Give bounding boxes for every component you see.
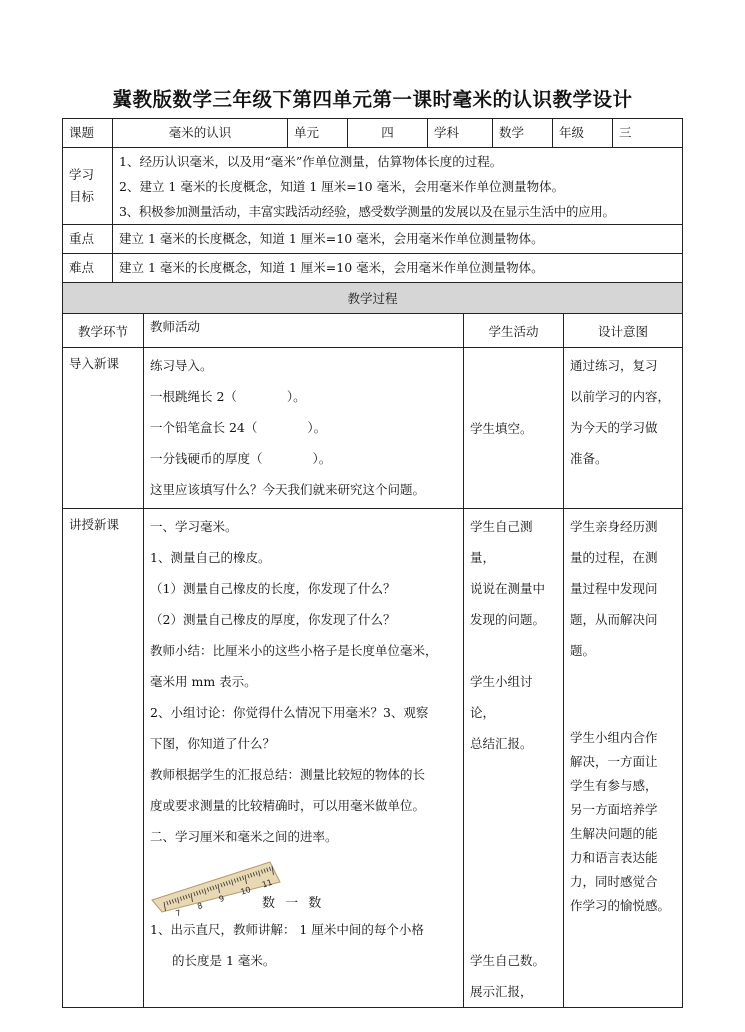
difficulty-content: 建立 1 毫米的长度概念，知道 1 厘米=10 毫米，会用毫米作单位测量物体。 [113,254,683,283]
intro-teacher-line: 练习导入。 [150,358,213,373]
grade-label: 年级 [553,119,613,148]
col-intent-header: 设计意图 [564,314,683,348]
intent-line: 作学习的愉悦感。 [570,898,671,913]
intro-teacher-line: 一根跳绳长 2（ ）。 [150,389,306,404]
info-table [62,118,683,283]
subject-value: 数学 [493,119,553,148]
intent-line: 量过程中发现问 [570,581,658,596]
topic-value: 毫米的认识 [113,119,288,148]
intro-intent-line: 通过练习，复习 [570,358,658,373]
ruler-number: 10 [239,884,252,897]
new-teacher-line: 二、学习厘米和毫米之间的进率。 [150,829,338,844]
new-teacher-line: 1、出示直尺，教师讲解： 1 厘米中间的每个小格 [150,922,424,937]
new-stage: 讲授新课 [63,509,144,1008]
new-teacher-line: 教师根据学生的汇报总结：测量比较短的物体的长 [150,767,426,782]
key-label: 重点 [63,225,113,254]
new-teacher-line: （1）测量自己橡皮的长度，你发现了什么？ [150,581,396,596]
ruler-figure [150,852,457,919]
new-teacher [144,509,464,1008]
process-table [62,282,683,1008]
student-line: 发现的问题。 [470,612,546,627]
col-student-header: 学生活动 [464,314,564,348]
student-line: 展示汇报， [470,984,533,999]
col-stage-header: 教学环节 [63,314,144,348]
student-line: 学生自己测量， [470,519,533,565]
new-teacher-line: 2、小组讨论：你觉得什么情况下用毫米？3、观察 [150,705,429,720]
goal-item: 2、建立 1 毫米的长度概念，知道 1 厘米=10 毫米，会用毫米作单位测量物体。 [119,178,565,194]
student-line: 学生小组讨论， [470,674,533,720]
ruler-caption: 数 一 数 [262,896,325,911]
intent-line: 学生亲身经历测 [570,519,658,534]
difficulty-label: 难点 [63,254,113,283]
student-line: 学生自己数。 [470,953,546,968]
intro-intent-line: 以前学习的内容， [570,389,671,404]
intro-teacher-line: 这里应该填写什么？今天我们就来研究这个问题。 [150,482,426,497]
col-teacher-header: 教师活动 [144,314,464,348]
intent-line: 力和语言表达能 [570,850,658,865]
intent-line: 另一方面培养学 [570,802,658,817]
new-teacher-line: 1、测量自己的橡皮。 [150,550,271,565]
ruler-number: 11 [261,877,274,890]
process-heading: 教学过程 [63,283,683,314]
topic-label: 课题 [63,119,113,148]
ruler-number: 9 [217,893,226,904]
unit-value: 四 [348,119,428,148]
intent-line: 学生有参与感， [570,778,658,793]
lesson-plan-table [62,118,682,1008]
new-teacher-line: 的长度是 1 毫米。 [172,953,276,968]
intro-student: 学生填空。 [464,348,564,509]
intent-line: 量的过程，在测 [570,550,658,565]
new-teacher-line: （2）测量自己橡皮的厚度，你发现了什么？ [150,612,396,627]
ruler-number: 7 [174,908,183,919]
intro-teacher [144,348,464,509]
new-teacher-line: 下图，你知道了什么？ [150,736,276,751]
goals-label [63,148,113,225]
intro-intent-line: 准备。 [570,451,608,466]
intent-line: 学生小组内合作 [570,730,658,745]
new-intent [564,509,683,1008]
intent-line: 题，从而解决问 [570,612,658,627]
intent-line: 生解决问题的能 [570,826,658,841]
student-line: 说说在测量中 [470,581,546,596]
new-student [464,509,564,1008]
subject-label: 学科 [428,119,493,148]
grade-value: 三 [613,119,683,148]
intent-line: 力，同时感觉合 [570,874,658,889]
intro-intent [564,348,683,509]
new-teacher-line: 毫米用 mm 表示。 [150,674,257,689]
unit-label: 单元 [288,119,348,148]
intro-stage: 导入新课 [63,348,144,509]
intro-teacher-line: 一个铅笔盒长 24（ ）。 [150,420,327,435]
goal-item: 1、经历认识毫米，以及用“毫米”作单位测量，估算物体长度的过程。 [119,153,503,169]
goals-content [113,148,683,225]
goal-item: 3、积极参加测量活动，丰富实践活动经验，感受数学测量的发展以及在显示生活中的应用。 [119,203,615,219]
student-line: 总结汇报。 [470,736,533,751]
new-teacher-line: 度或要求测量的比较精确时，可以用毫米做单位。 [150,798,426,813]
new-teacher-line: 教师小结：比厘米小的这些小格子是长度单位毫米， [150,643,438,658]
document-title: 冀教版数学三年级下第四单元第一课时毫米的认识教学设计 [112,88,633,111]
intent-line: 解决，一方面让 [570,754,658,769]
intro-teacher-line: 一分钱硬币的厚度（ ）。 [150,451,332,466]
intent-line: 题。 [570,643,596,658]
goals-label-line-1: 学习 [69,167,95,182]
goals-label-line-2: 目标 [69,189,95,204]
intro-intent-line: 为今天的学习做 [570,420,658,435]
new-teacher-line: 一、学习毫米。 [150,519,238,534]
ruler-number: 8 [196,900,204,912]
key-content: 建立 1 毫米的长度概念，知道 1 厘米=10 毫米，会用毫米作单位测量物体。 [113,225,683,254]
